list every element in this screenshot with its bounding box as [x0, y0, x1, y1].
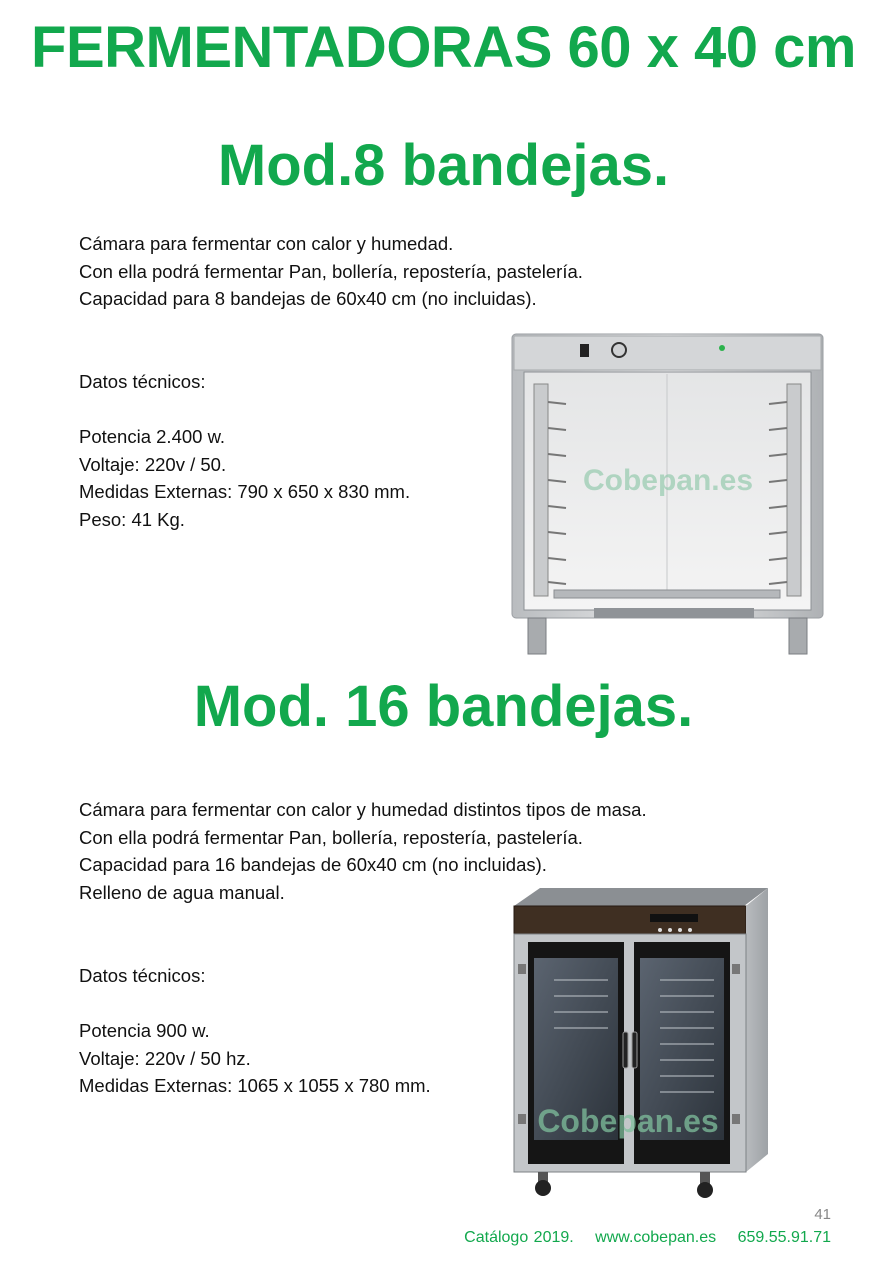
description-line: Relleno de agua manual.	[79, 881, 285, 903]
specs-heading: Datos técnicos:	[79, 371, 206, 392]
spec-line: Peso: 41 Kg.	[79, 508, 185, 530]
description-line: Cámara para fermentar con calor y humedad.	[79, 233, 454, 254]
model-8-heading: Mod.8 bandejas.	[217, 133, 670, 198]
description-line: Con ella podrá fermentar Pan, bollería, repostería, pastelería.	[79, 826, 583, 848]
footer	[464, 1229, 831, 1247]
model-16-specs	[79, 962, 431, 1100]
watermark: Cobepan.es	[537, 1103, 719, 1139]
page-number: 41	[814, 1206, 831, 1223]
footer-website[interactable]: www.cobepan.es	[595, 1229, 717, 1246]
spec-line: Medidas Externas: 790 x 650 x 830 mm.	[79, 481, 411, 502]
model-8-specs	[79, 368, 410, 533]
specs-heading: Datos técnicos:	[79, 965, 206, 986]
door-handle-icon	[632, 1032, 637, 1068]
spec-line: Medidas Externas: 1065 x 1055 x 780 mm.	[79, 1075, 431, 1096]
watermark: Cobepan.es	[582, 464, 754, 497]
description-line: Capacidad para 16 bandejas de 60x40 cm (no incluidas).	[79, 854, 547, 875]
page-title: FERMENTADORAS 60 x 40 cm	[31, 15, 856, 80]
footer-catalog: Catálogo 2019.	[464, 1229, 574, 1246]
footer-phone: 659.55.91.71	[737, 1229, 831, 1246]
spec-line: Potencia 900 w.	[79, 1020, 210, 1041]
description-line: Con ella podrá fermentar Pan, bollería, repostería, pastelería.	[79, 260, 583, 282]
proofer-8-trays-image	[510, 332, 826, 658]
spec-line: Voltaje: 220v / 50.	[79, 453, 227, 475]
thermostat-dial-icon	[612, 343, 626, 357]
model-16-heading: Mod. 16 bandejas.	[193, 674, 694, 739]
door-handle-icon	[623, 1032, 628, 1068]
description-line: Capacidad para 8 bandejas de 60x40 cm (no incluidas).	[79, 288, 537, 309]
power-switch-icon	[580, 344, 589, 357]
model-8-description	[79, 230, 583, 313]
description-line: Cámara para fermentar con calor y humedad distintos tipos de masa.	[79, 799, 647, 820]
spec-line: Voltaje: 220v / 50 hz.	[79, 1047, 251, 1069]
proofer-16-trays-image	[510, 884, 772, 1202]
indicator-light-icon	[719, 345, 725, 351]
spec-line: Potencia 2.400 w.	[79, 426, 226, 447]
